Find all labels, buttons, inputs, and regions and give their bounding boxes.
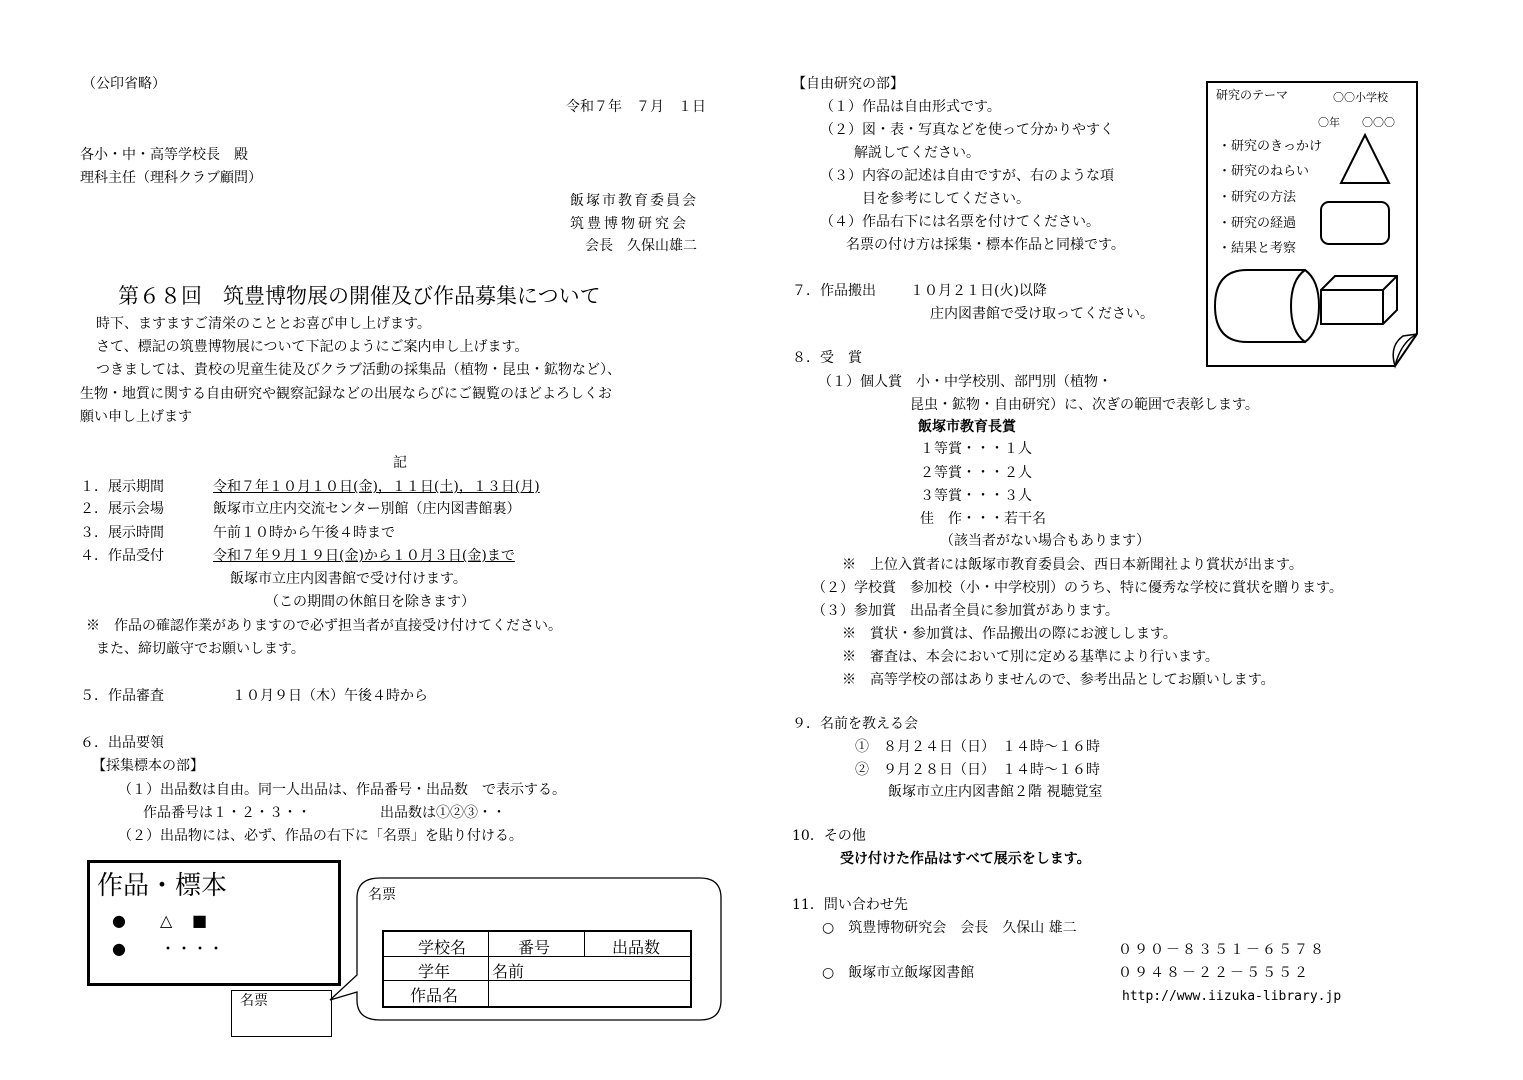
poster-point-1: ・研究のきっかけ bbox=[1218, 139, 1323, 154]
free-research-line-2b: 解説してください。 bbox=[854, 145, 980, 161]
poster-theme: 研究のテーマ bbox=[1216, 88, 1289, 102]
item6-line-3: （２）出品物には、必ず、作品の右下に「名票」を貼り付ける。 bbox=[118, 828, 523, 844]
ki-marker: 記 bbox=[393, 455, 407, 471]
addressee-science: 理科主任（理科クラブ顧問） bbox=[80, 170, 262, 186]
poster-point-3: ・研究の方法 bbox=[1218, 190, 1297, 205]
contact-1-phone: ０９０－８３５１－６５７８ bbox=[1118, 942, 1326, 958]
item7-value: １０月２１日(火)以降 bbox=[910, 283, 1047, 299]
poster-point-4: ・研究の経過 bbox=[1218, 216, 1297, 231]
item3-value: 午前１０時から午後４時まで bbox=[213, 525, 395, 541]
item6-label: ６．出品要領 bbox=[80, 735, 164, 751]
sender-president: 会長 久保山雄二 bbox=[585, 238, 697, 254]
item8-note-1: ※ 上位入賞者には飯塚市教育委員会、西日本新聞社より賞状が出ます。 bbox=[842, 557, 1303, 573]
award-1st: １等賞・・・１人 bbox=[920, 441, 1032, 457]
seal-omitted-note: （公印省略） bbox=[82, 76, 166, 92]
award-note: （該当者がない場合もあります） bbox=[940, 533, 1150, 549]
name-card-grade: 学年 bbox=[418, 962, 451, 981]
name-card-label: 名票 bbox=[368, 887, 396, 903]
poster-point-5: ・結果と考察 bbox=[1218, 241, 1297, 256]
name-card-name: 名前 bbox=[492, 962, 525, 981]
intro-line-3: つきましては、貴校の児童生徒及びクラブ活動の採集品（植物・昆虫・鉱物など）、 bbox=[96, 362, 621, 378]
award-title: 飯塚市教育長賞 bbox=[918, 419, 1016, 435]
poster-point-2: ・研究のねらい bbox=[1218, 164, 1310, 179]
item9-session-1: ① ８月２４日（日） １４時～１６時 bbox=[855, 739, 1100, 755]
item4-note-3: ※ 作品の確認作業がありますので必ず担当者が直接受け付けてください。 bbox=[86, 618, 562, 634]
specimen-dot-1: ● bbox=[112, 911, 126, 930]
item9-place: 飯塚市立庄内図書館２階 視聴覚室 bbox=[888, 784, 1103, 800]
free-research-line-1: （１）作品は自由形式です。 bbox=[820, 99, 1001, 115]
issue-date: 令和７年 ７月 １日 bbox=[566, 99, 706, 115]
award-3rd: ３等賞・・・３人 bbox=[920, 488, 1032, 504]
name-card-count-header: 出品数 bbox=[612, 938, 661, 957]
sender-board: 飯塚市教育委員会 bbox=[570, 193, 698, 209]
intro-line-5: 願い申し上げます bbox=[80, 409, 192, 425]
specimen-square: ■ bbox=[192, 911, 208, 930]
addressee-principals: 各小・中・高等学校長 殿 bbox=[80, 147, 248, 163]
item8-p3: （３）参加賞 出品者全員に参加賞があります。 bbox=[812, 603, 1119, 619]
item8-note-4: ※ 高等学校の部はありませんので、参考出品としてお願いします。 bbox=[842, 672, 1275, 688]
item9-label: ９．名前を教える会 bbox=[792, 716, 918, 732]
item5-label: ５．作品審査 bbox=[80, 688, 164, 704]
poster-school: 〇〇小学校 bbox=[1333, 91, 1388, 104]
item11-label: 11．問い合わせ先 bbox=[792, 897, 908, 913]
item2-value: 飯塚市立庄内交流センター別館（庄内図書館裏） bbox=[213, 501, 521, 517]
item4-label: ４．作品受付 bbox=[80, 548, 164, 564]
specimen-box-title: 作品・標本 bbox=[97, 871, 228, 901]
name-card-table bbox=[382, 930, 692, 1008]
intro-line-4: 生物・地質に関する自由研究や観察記録などの出展ならびにご観覧のほどよろしくお bbox=[80, 386, 612, 402]
intro-line-1: 時下、ますますご清栄のこととお喜び申し上げます。 bbox=[96, 316, 431, 332]
sender-society: 筑豊博物研究会 bbox=[570, 216, 689, 232]
item10-text: 受け付けた作品はすべて展示をします。 bbox=[840, 851, 1091, 867]
item3-label: ３．展示時間 bbox=[80, 525, 164, 541]
award-honorable: 佳 作・・・若干名 bbox=[920, 511, 1046, 527]
free-research-line-3: （３）内容の記述は自由ですが、右のような項 bbox=[820, 168, 1114, 184]
free-research-line-4b: 名票の付け方は採集・標本作品と同様です。 bbox=[846, 237, 1125, 253]
intro-line-2: さて、標記の筑豊博物展について下記のようにご案内申し上げます。 bbox=[96, 339, 529, 355]
item8-label: ８．受 賞 bbox=[792, 350, 862, 366]
poster-student-name: 〇〇〇 bbox=[1362, 116, 1395, 129]
specimen-triangle: △ bbox=[160, 911, 173, 930]
item8-p2: （２）学校賞 参加校（小・中学校別）のうち、特に優秀な学校に賞状を贈ります。 bbox=[812, 580, 1343, 596]
item7-label: ７．作品搬出 bbox=[792, 283, 876, 299]
page-title: 第６８回 筑豊博物展の開催及び作品募集について bbox=[118, 284, 601, 308]
item6-line-1: （１）出品数は自由。同一人出品は、作品番号・出品数 で表示する。 bbox=[118, 782, 566, 798]
item8-note-3: ※ 審査は、本会において別に定める基準により行います。 bbox=[842, 649, 1219, 665]
item4-note-2: （この期間の休館日を除きます） bbox=[265, 594, 475, 610]
free-research-line-3b: 目を参考にしてください。 bbox=[862, 191, 1030, 207]
item5-value: １０月９日（木）午後４時から bbox=[232, 688, 428, 704]
item6-subheading: 【採集標本の部】 bbox=[92, 758, 204, 774]
item8-note-2: ※ 賞状・参加賞は、作品搬出の際にお渡しします。 bbox=[842, 626, 1177, 642]
contact-2-name: ○ 飯塚市立飯塚図書館 bbox=[822, 965, 975, 981]
item2-label: ２．展示会場 bbox=[80, 501, 164, 517]
specimen-dot-2: ● bbox=[112, 939, 126, 958]
free-research-heading: 【自由研究の部】 bbox=[792, 76, 904, 92]
item6-line-2a: 作品番号は１・２・３・・ bbox=[143, 805, 311, 821]
item8-p1: （１）個人賞 小・中学校別、部門別（植物・ bbox=[818, 374, 1112, 390]
specimen-dots: ・・・・ bbox=[160, 939, 225, 958]
name-card-school-header: 学校名 bbox=[418, 938, 467, 957]
item10-label: 10．その他 bbox=[792, 828, 866, 844]
item7-note: 庄内図書館で受け取ってください。 bbox=[930, 306, 1154, 322]
item4-note-4: また、締切厳守でお願いします。 bbox=[96, 641, 305, 657]
contact-1-name: ○ 筑豊博物研究会 会長 久保山 雄二 bbox=[822, 920, 1077, 936]
name-card-work-title: 作品名 bbox=[410, 986, 459, 1005]
item4-value: 令和７年９月１９日(金)から１０月３日(金)まで bbox=[213, 548, 515, 564]
item4-note-1: 飯塚市立庄内図書館で受け付けます。 bbox=[230, 571, 467, 587]
free-research-line-2: （２）図・表・写真などを使って分かりやすく bbox=[820, 122, 1114, 138]
name-card-number-header: 番号 bbox=[518, 938, 551, 957]
specimen-tag-label: 名票 bbox=[240, 993, 268, 1009]
contact-2-phone: ０９４８－２２－５５５２ bbox=[1118, 965, 1310, 981]
item9-session-2: ② ９月２８日（日） １４時～１６時 bbox=[855, 762, 1100, 778]
item1-label: １．展示期間 bbox=[80, 479, 164, 495]
free-research-line-4: （４）作品右下には名票を付けてください。 bbox=[820, 214, 1100, 230]
item8-p1b: 昆虫・鉱物・自由研究）に、次ぎの範囲で表彰します。 bbox=[910, 397, 1259, 413]
award-2nd: ２等賞・・・２人 bbox=[920, 465, 1032, 481]
item6-line-2b: 出品数は①②③・・ bbox=[380, 805, 506, 821]
poster-grade: 〇年 bbox=[1318, 116, 1340, 129]
item1-value: 令和７年１０月１０日(金)，１１日(土)，１３日(月) bbox=[213, 479, 540, 495]
library-url[interactable]: http://www.iizuka-library.jp bbox=[1122, 989, 1342, 1004]
